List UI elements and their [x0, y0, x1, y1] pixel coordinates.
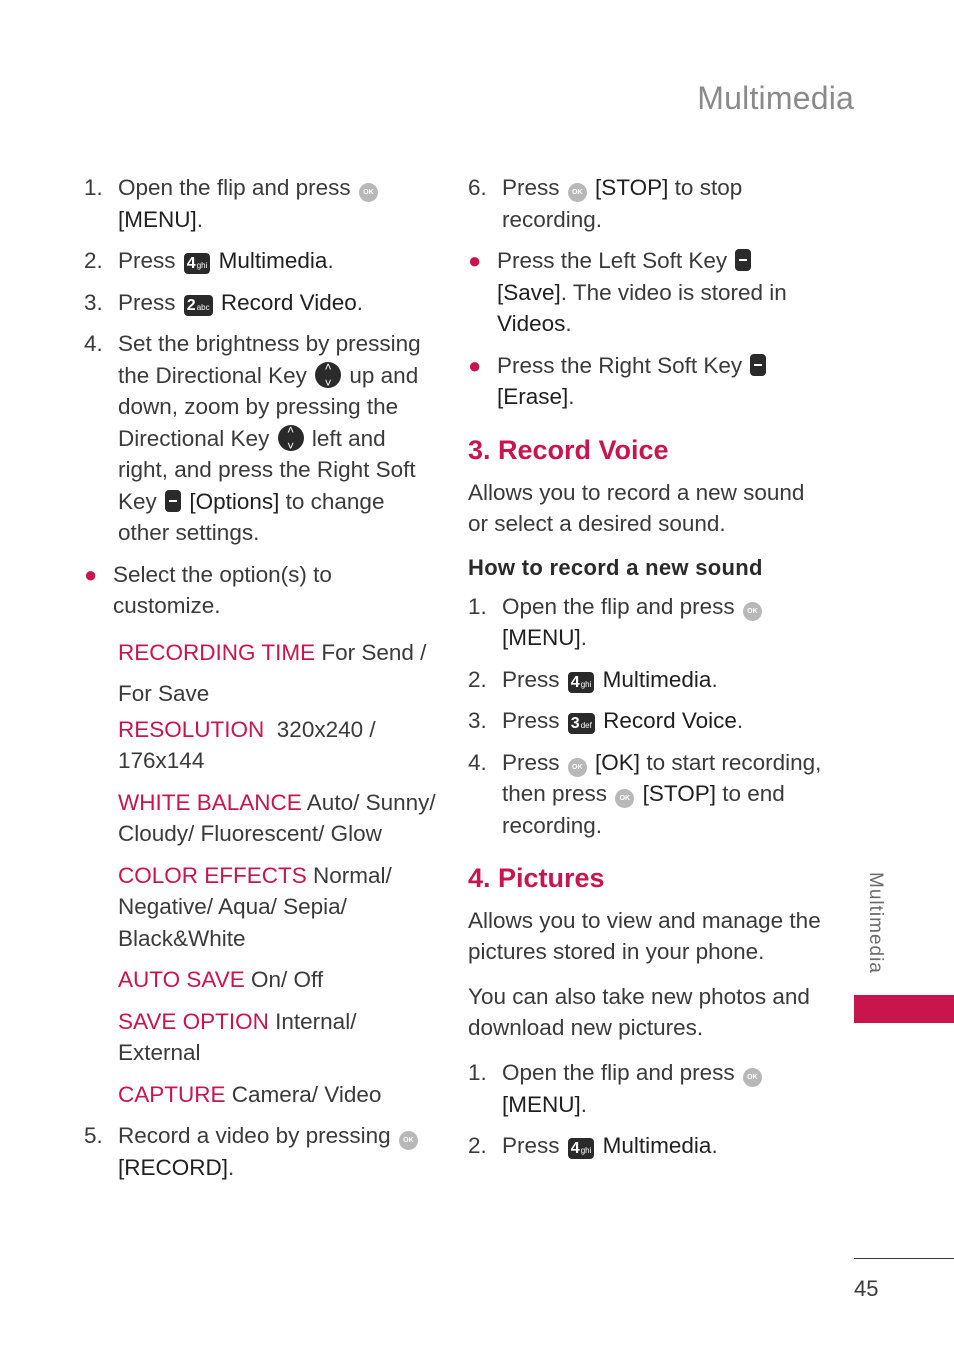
side-tab-label: Multimedia: [865, 872, 886, 974]
step-4: 4. Set the brightness by pressing the Directional Key ˄ ˅ up and down, zoom by pressing the Directional Key ˄ ˅ left and right, and press the Right Soft Key [Options] to change other settings.: [84, 328, 439, 549]
option-auto-save: AUTO SAVE On/ Off: [118, 967, 324, 992]
ok-key-icon: OK: [568, 183, 587, 202]
step-1: 1. Open the flip and press OK [MENU].: [84, 172, 439, 235]
key-4-icon: 4ghi: [184, 253, 211, 274]
pictures-step-1: 1. Open the flip and press OK [MENU].: [468, 1057, 824, 1120]
step-5: 5. Record a video by pressing OK [RECORD].: [84, 1120, 439, 1183]
key-3-icon: 3def: [568, 713, 595, 734]
right-soft-key-icon: [750, 354, 766, 376]
side-tab-bar: [854, 995, 954, 1023]
voice-step-3: 3. Press 3def Record Voice.: [468, 708, 744, 733]
bullet-icon: ●: [84, 561, 98, 587]
bullet-erase: ● Press the Right Soft Key [Erase].: [468, 350, 824, 413]
ok-key-icon: OK: [743, 602, 762, 621]
bullet-icon: ●: [468, 352, 482, 378]
left-column: [84, 172, 439, 1193]
voice-step-1: 1. Open the flip and press OK [MENU].: [468, 591, 824, 654]
footer-divider: [854, 1258, 954, 1259]
voice-step-2: 2. Press 4ghi Multimedia.: [468, 666, 718, 692]
ok-key-icon: OK: [743, 1068, 762, 1087]
subheading-record-new-sound: How to record a new sound: [468, 554, 763, 580]
option-recording-time: RECORDING TIME For Send / For Save: [118, 639, 427, 706]
option-resolution: RESOLUTION 320x240 / 176x144: [118, 716, 376, 773]
option-save-option: SAVE OPTION Internal/ External: [118, 1008, 357, 1065]
directional-key-icon: [315, 362, 341, 388]
option-white-balance: WHITE BALANCE Auto/ Sunny/ Cloudy/ Fluorescent/ Glow: [118, 789, 436, 846]
section-title-record-voice: 3. Record Voice: [468, 434, 669, 465]
ok-key-icon: OK: [399, 1131, 418, 1150]
page-title: Multimedia: [697, 80, 854, 116]
left-soft-key-icon: [735, 249, 751, 271]
bullet-select-options: ● Select the option(s) to customize.: [84, 559, 439, 622]
directional-key-icon: [278, 425, 304, 451]
ok-key-icon: OK: [568, 758, 587, 777]
option-capture: CAPTURE Camera/ Video: [118, 1081, 382, 1107]
pictures-description: Allows you to view and manage the pictures stored in your phone.: [468, 908, 821, 964]
section-title-pictures: 4. Pictures: [468, 863, 605, 893]
ok-key-icon: OK: [359, 183, 378, 202]
right-soft-key-icon: [165, 490, 181, 512]
bullet-icon: ●: [468, 248, 482, 273]
key-4-icon: 4ghi: [568, 672, 595, 693]
ok-key-icon: OK: [615, 789, 634, 808]
pictures-description-2: You can also take new photos and download new pictures.: [468, 984, 810, 1040]
step-6: 6. Press OK [STOP] to stop recording.: [468, 175, 743, 232]
step-3: 3. Press 2abc Record Video.: [84, 289, 364, 315]
record-voice-description: Allows you to record a new sound or select a desired sound.: [468, 479, 805, 536]
page-number: 45: [854, 1276, 879, 1301]
option-color-effects: COLOR EFFECTS Normal/ Negative/ Aqua/ Sepia/ Black&White: [118, 862, 392, 951]
voice-step-4: 4. Press OK [OK] to start recording, then press OK [STOP] to end recording.: [468, 749, 822, 838]
right-column: [468, 172, 824, 1172]
pictures-step-2: 2. Press 4ghi Multimedia.: [468, 1133, 718, 1158]
key-2-icon: 2abc: [184, 295, 213, 316]
step-2: 2. Press 4ghi Multimedia.: [84, 248, 334, 273]
bullet-save: ● Press the Left Soft Key [Save]. The video is stored in Videos.: [468, 245, 824, 340]
key-4-icon: 4ghi: [568, 1138, 595, 1159]
